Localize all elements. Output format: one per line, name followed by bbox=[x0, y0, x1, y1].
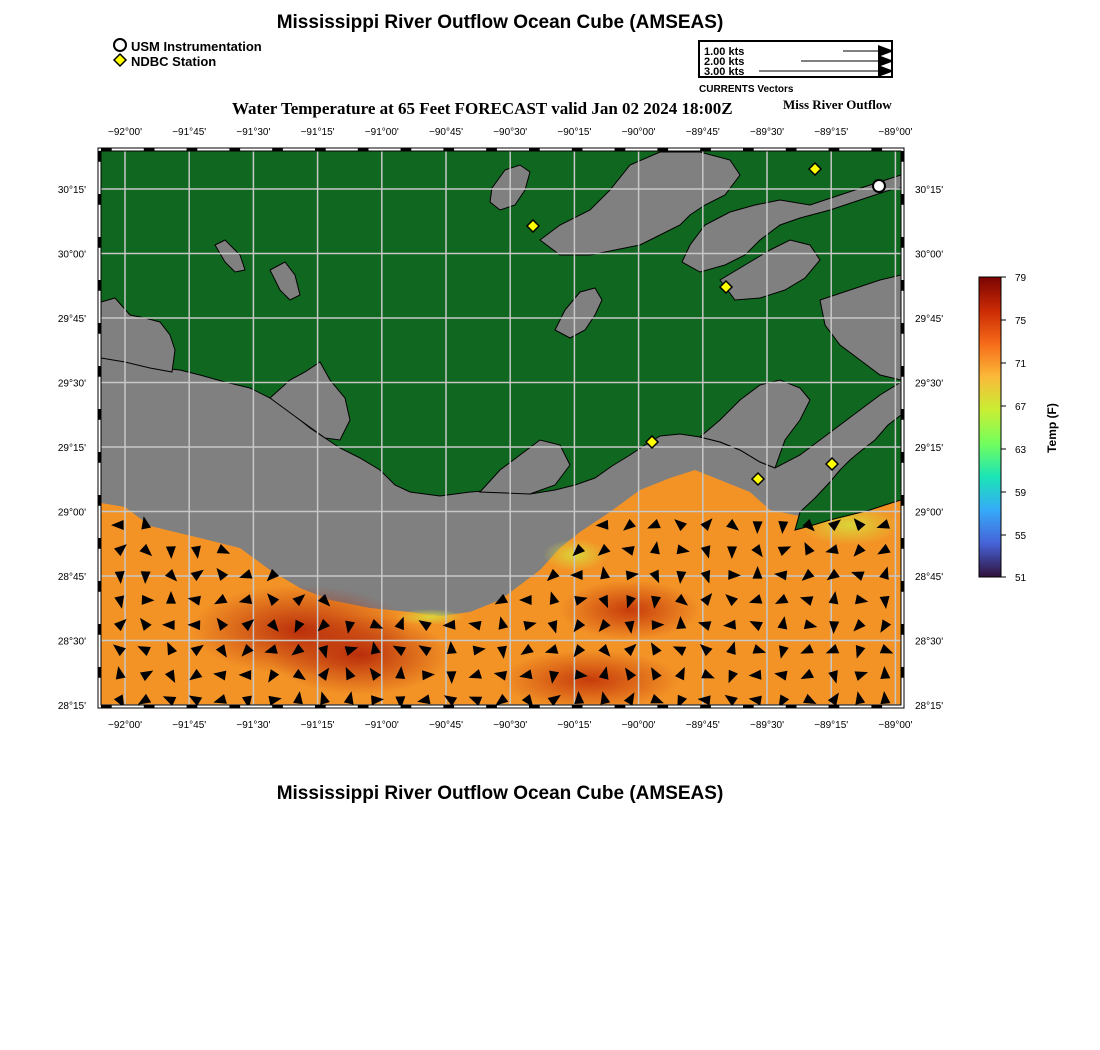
lon-tick-bottom: −90°45' bbox=[429, 720, 463, 731]
colorbar-tick-label: 79 bbox=[1015, 273, 1027, 284]
frame-tick bbox=[144, 705, 155, 708]
lon-tick-top: −91°45' bbox=[172, 127, 207, 138]
legend-ndbc-label: NDBC Station bbox=[131, 54, 217, 69]
frame-tick bbox=[871, 705, 882, 708]
frame-tick bbox=[901, 194, 904, 205]
vector-label-1: 1.00 kts bbox=[704, 46, 745, 58]
lon-tick-bottom: −92°00' bbox=[108, 720, 142, 731]
frame-tick bbox=[98, 280, 101, 291]
lat-tick-right: 29°00' bbox=[915, 507, 944, 519]
frame-tick bbox=[315, 705, 326, 708]
frame-tick bbox=[901, 452, 904, 463]
frame-tick bbox=[98, 495, 101, 506]
frame-tick bbox=[401, 705, 412, 708]
lon-tick-top: −90°45' bbox=[429, 127, 463, 138]
vector-label-3: 3.00 kts bbox=[704, 66, 745, 76]
frame-tick bbox=[98, 151, 101, 162]
colorbar-tick-label: 67 bbox=[1015, 402, 1027, 413]
frame-tick bbox=[272, 148, 283, 151]
frame-tick bbox=[486, 705, 497, 708]
lon-tick-bottom: −89°00' bbox=[878, 720, 913, 731]
frame-tick bbox=[358, 148, 369, 151]
region-label: Miss River Outflow bbox=[783, 97, 892, 112]
map-subtitle: Water Temperature at 65 Feet FORECAST valid Jan 02 2024 18:00Z bbox=[232, 99, 733, 118]
frame-tick bbox=[98, 409, 101, 420]
lon-tick-top: −89°00' bbox=[878, 127, 913, 138]
lon-tick-top: −89°15' bbox=[814, 127, 849, 138]
lon-labels-bottom bbox=[108, 720, 912, 731]
lat-tick-right: 28°30' bbox=[915, 636, 944, 648]
frame-tick bbox=[901, 538, 904, 549]
lon-tick-bottom: −89°45' bbox=[685, 720, 720, 731]
frame-tick bbox=[98, 452, 101, 463]
frame-tick bbox=[615, 148, 626, 151]
frame-tick bbox=[700, 705, 711, 708]
lon-labels-top bbox=[108, 127, 912, 138]
lon-tick-bottom: −90°30' bbox=[493, 720, 528, 731]
lat-tick-right: 29°45' bbox=[915, 314, 944, 325]
lon-tick-top: −91°00' bbox=[364, 127, 399, 138]
lon-tick-bottom: −90°00' bbox=[621, 720, 656, 731]
frame-tick bbox=[98, 667, 101, 678]
colorbar-tick-label: 63 bbox=[1015, 445, 1027, 456]
lon-tick-top: −90°15' bbox=[557, 127, 592, 138]
lon-tick-bottom: −90°15' bbox=[557, 720, 592, 731]
frame-tick bbox=[98, 366, 101, 377]
legend-usm-label: USM Instrumentation bbox=[131, 39, 262, 54]
frame-tick bbox=[615, 705, 626, 708]
colorbar-tick-label: 55 bbox=[1015, 531, 1027, 542]
lat-tick-left: 28°45' bbox=[57, 572, 86, 583]
lat-tick-right: 28°45' bbox=[915, 572, 944, 583]
frame-tick bbox=[901, 581, 904, 592]
lat-tick-left: 29°30' bbox=[57, 378, 86, 390]
colorbar-tick-label: 59 bbox=[1015, 488, 1027, 499]
lon-tick-top: −90°00' bbox=[621, 127, 656, 138]
frame-tick bbox=[98, 538, 101, 549]
frame-tick bbox=[786, 148, 797, 151]
frame-tick bbox=[901, 624, 904, 635]
frame-tick bbox=[486, 148, 497, 151]
lon-tick-bottom: −91°45' bbox=[172, 720, 207, 731]
frame-tick bbox=[529, 148, 540, 151]
lat-tick-right: 28°15' bbox=[915, 701, 944, 712]
vector-caption: CURRENTS Vectors bbox=[699, 84, 794, 95]
colorbar-gradient bbox=[979, 277, 1001, 577]
map-area bbox=[101, 151, 901, 710]
frame-tick bbox=[901, 280, 904, 291]
lon-tick-top: −91°15' bbox=[300, 127, 335, 138]
lat-labels-right bbox=[915, 185, 943, 712]
frame-tick bbox=[101, 148, 112, 151]
lon-tick-top: −89°45' bbox=[685, 127, 720, 138]
frame-tick bbox=[98, 581, 101, 592]
map-title: Mississippi River Outflow Ocean Cube (AMSEAS) bbox=[276, 12, 724, 33]
lat-tick-right: 29°30' bbox=[915, 378, 944, 390]
lat-labels-left bbox=[58, 185, 86, 712]
frame-tick bbox=[901, 409, 904, 420]
frame-tick bbox=[443, 148, 454, 151]
lat-tick-left: 30°00' bbox=[57, 249, 86, 261]
frame-tick bbox=[101, 705, 112, 708]
frame-tick bbox=[401, 148, 412, 151]
lat-tick-left: 29°00' bbox=[57, 507, 86, 519]
frame-tick bbox=[98, 323, 101, 334]
frame-tick bbox=[98, 194, 101, 205]
lat-tick-right: 30°15' bbox=[915, 185, 944, 196]
lat-tick-right: 30°00' bbox=[915, 249, 944, 261]
frame-tick bbox=[315, 148, 326, 151]
frame-tick bbox=[98, 624, 101, 635]
temperature-colorbar bbox=[979, 273, 1059, 584]
lat-tick-left: 28°30' bbox=[57, 636, 86, 648]
frame-tick bbox=[187, 148, 198, 151]
lat-tick-right: 29°15' bbox=[915, 443, 944, 454]
frame-tick bbox=[901, 237, 904, 248]
lon-tick-top: −91°30' bbox=[236, 127, 271, 138]
colorbar-tick-label: 75 bbox=[1015, 316, 1027, 327]
frame-tick bbox=[572, 705, 583, 708]
bottom-map-title: Mississippi River Outflow Ocean Cube (AMSEAS) bbox=[276, 783, 724, 804]
frame-tick bbox=[358, 705, 369, 708]
frame-tick bbox=[700, 148, 711, 151]
lat-tick-left: 28°15' bbox=[57, 701, 86, 712]
frame-tick bbox=[272, 705, 283, 708]
frame-tick bbox=[657, 148, 668, 151]
colorbar-ticks bbox=[1001, 273, 1027, 584]
lon-tick-top: −89°30' bbox=[750, 127, 784, 138]
lon-tick-top: −92°00' bbox=[108, 127, 142, 138]
lat-tick-left: 29°45' bbox=[57, 314, 86, 325]
frame-tick bbox=[743, 705, 754, 708]
frame-tick bbox=[901, 667, 904, 678]
lon-tick-bottom: −91°00' bbox=[364, 720, 399, 731]
frame-tick bbox=[786, 705, 797, 708]
frame-tick bbox=[901, 323, 904, 334]
frame-tick bbox=[572, 148, 583, 151]
frame-tick bbox=[743, 148, 754, 151]
frame-tick bbox=[829, 705, 840, 708]
colorbar-tick-label: 71 bbox=[1015, 359, 1027, 370]
frame-tick bbox=[229, 148, 240, 151]
frame-tick bbox=[901, 151, 904, 162]
lon-tick-bottom: −89°30' bbox=[750, 720, 784, 731]
lon-tick-bottom: −91°30' bbox=[236, 720, 271, 731]
frame-tick bbox=[229, 705, 240, 708]
frame-tick bbox=[657, 705, 668, 708]
frame-tick bbox=[443, 705, 454, 708]
frame-tick bbox=[187, 705, 198, 708]
frame-tick bbox=[871, 148, 882, 151]
lat-tick-left: 29°15' bbox=[57, 443, 86, 454]
lon-tick-top: −90°30' bbox=[493, 127, 528, 138]
usm-station-marker bbox=[873, 180, 885, 192]
lon-tick-bottom: −89°15' bbox=[814, 720, 849, 731]
lon-tick-bottom: −91°15' bbox=[300, 720, 335, 731]
colorbar-title: Temp (F) bbox=[1045, 403, 1059, 453]
frame-tick bbox=[144, 148, 155, 151]
frame-tick bbox=[901, 366, 904, 377]
frame-tick bbox=[98, 237, 101, 248]
frame-tick bbox=[901, 495, 904, 506]
lat-tick-left: 30°15' bbox=[57, 185, 86, 196]
vector-label-2: 2.00 kts bbox=[704, 56, 745, 68]
frame-tick bbox=[529, 705, 540, 708]
colorbar-tick-label: 51 bbox=[1015, 573, 1027, 584]
frame-tick bbox=[829, 148, 840, 151]
